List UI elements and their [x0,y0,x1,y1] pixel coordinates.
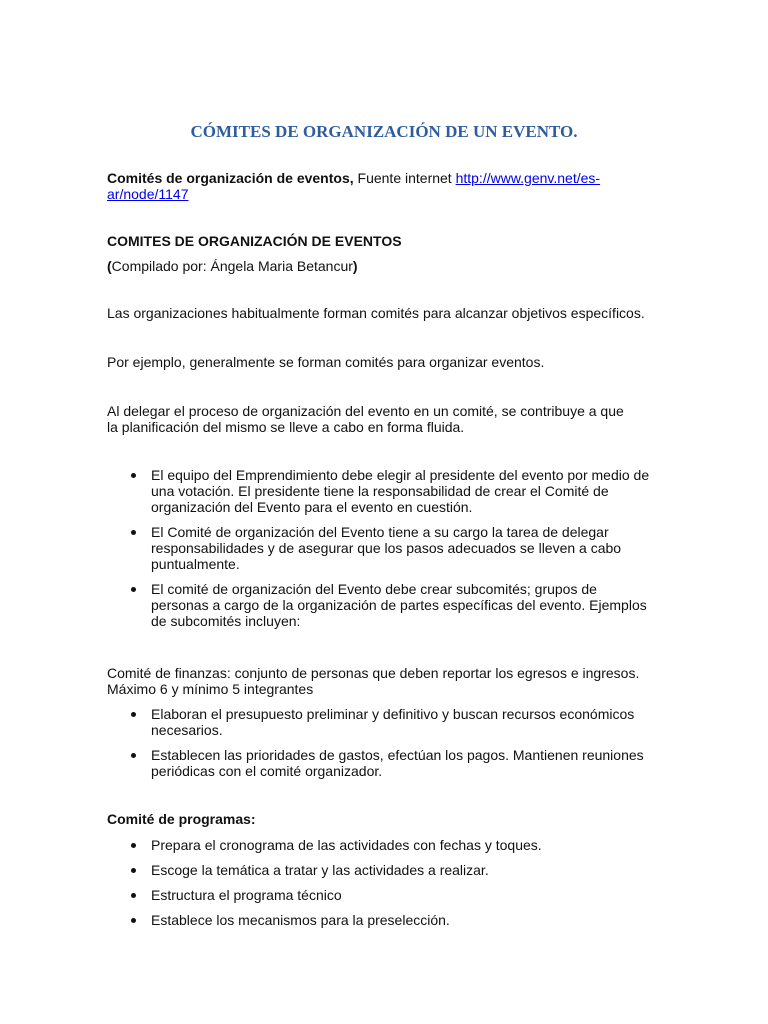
finanzas-intro: Comité de finanzas: conjunto de personas que deben reportar los egresos e ingresos. Máximo 6 y mínimo 5 integrantes [107,665,640,697]
bullet-icon [131,893,136,898]
source-text: Fuente internet [353,170,456,186]
list-item-text: Elaboran el presupuesto preliminar y definitivo y buscan recursos económicos necesarios. [151,706,635,738]
list-item-text: Prepara el cronograma de las actividades con fechas y toques. [151,837,542,853]
list-item-text: Establece los mecanismos para la preselección. [151,912,450,928]
programas-bullet-list [107,837,652,937]
list-item-text: Establecen las prioridades de gastos, efectúan los pagos. Mantienen reuniones periódicas con el comité organizador. [151,747,644,779]
list-item-text: El Comité de organización del Evento tiene a su cargo la tarea de delegar responsabilidades y de asegurar que los pasos adecuados se lleven a cabo puntualmente. [151,524,622,572]
source-paragraph [107,170,647,202]
list-item [107,747,652,779]
source-link-line2[interactable]: ar/node/1147 [107,186,189,202]
list-item-text: Escoge la temática a tratar y las actividades a realizar. [151,862,489,878]
list-item [107,887,652,903]
bullet-icon [131,530,136,535]
document-title: CÓMITES DE ORGANIZACIÓN DE UN EVENTO. [190,122,578,141]
section-heading: COMITES DE ORGANIZACIÓN DE EVENTOS [107,233,402,249]
list-item [107,706,652,738]
list-item [107,524,652,572]
bullet-icon [131,712,136,717]
compiled-close-paren: ) [352,258,358,274]
paragraph-example: Por ejemplo, generalmente se forman comités para organizar eventos. [107,354,545,370]
compiled-by-text: Compilado por: Ángela Maria Betancur [111,258,353,274]
compiled-by [107,258,647,274]
bullet-icon [131,473,136,478]
main-bullet-list [107,467,652,638]
paragraph-delegation: Al delegar el proceso de organización del evento en un comité, se contribuye a que la planificación del mismo se lleve a cabo en forma fluida. [107,403,624,435]
bullet-icon [131,868,136,873]
list-item [107,467,652,515]
bullet-icon [131,587,136,592]
list-item-text: Estructura el programa técnico [151,887,342,903]
bullet-icon [131,918,136,923]
list-item [107,581,652,629]
list-item-text: El equipo del Emprendimiento debe elegir al presidente del evento por medio de una votación. El presidente tiene la responsabilidad de crear el Comité de organización del Evento para el evento en cuestión. [151,467,650,515]
bullet-icon [131,753,136,758]
programas-heading: Comité de programas: [107,811,256,827]
source-link-line1[interactable]: http://www.genv.net/es- [455,170,601,186]
list-item-text: El comité de organización del Evento debe crear subcomités; grupos de personas a cargo de la organización de partes específicas del evento. Ejemplos de subcomités incluyen: [151,581,647,629]
paragraph-intro: Las organizaciones habitualmente forman comités para alcanzar objetivos específicos. [107,305,645,321]
list-item [107,837,652,853]
list-item [107,862,652,878]
list-item [107,912,652,928]
bullet-icon [131,843,136,848]
source-bold-text: Comités de organización de eventos, [107,170,354,186]
finanzas-bullet-list [107,706,652,788]
compiled-open-paren: ( [107,258,112,274]
